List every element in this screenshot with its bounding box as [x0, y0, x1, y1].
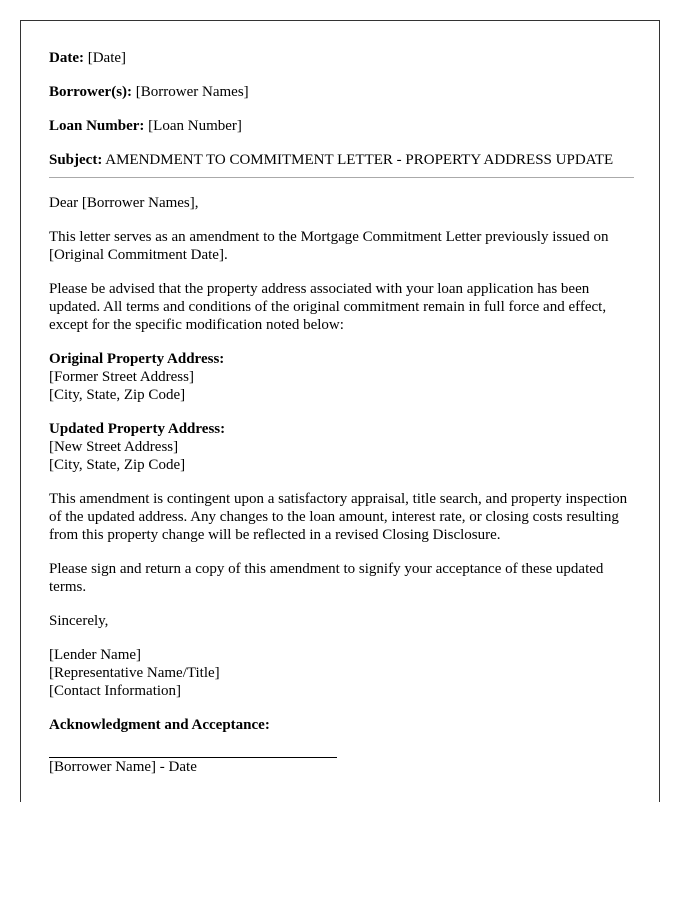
subject-value: AMENDMENT TO COMMITMENT LETTER - PROPERTY ADDRESS UPDATE — [105, 152, 614, 168]
loan-number-label: Loan Number: — [49, 118, 145, 134]
updated-address-city: [City, State, Zip Code] — [49, 457, 186, 473]
original-address-block — [49, 350, 634, 404]
paragraph-contingency: This amendment is contingent upon a satisfactory appraisal, title search, and property inspection of the updated address. Any changes to the loan amount, interest rate, or closing costs resulting from this property change will be reflected in a revised Closing Disclosure. — [49, 491, 628, 543]
acknowledgment-heading-text: Acknowledgment and Acceptance: — [49, 717, 270, 733]
subject-label: Subject: — [49, 152, 103, 168]
borrowers-value: [Borrower Names] — [135, 84, 249, 100]
date-value: [Date] — [87, 50, 127, 66]
closing: Sincerely, — [49, 613, 109, 629]
subject-line — [49, 151, 634, 169]
updated-address-heading: Updated Property Address: — [49, 421, 226, 437]
letter-content — [49, 49, 634, 776]
updated-address-block — [49, 420, 634, 474]
updated-address-street: [New Street Address] — [49, 439, 179, 455]
salutation: Dear [Borrower Names], — [49, 195, 199, 211]
borrower-signature-caption: [Borrower Name] - Date — [49, 759, 197, 775]
original-address-heading: Original Property Address: — [49, 351, 225, 367]
paragraph-address-update-notice: Please be advised that the property address associated with your loan application has been updated. All terms and conditions of the original commitment remain in full force and effect, except for the specific modification noted below: — [49, 281, 607, 333]
date-label: Date: — [49, 50, 84, 66]
borrowers-label: Borrower(s): — [49, 84, 133, 100]
representative-name: [Representative Name/Title] — [49, 665, 220, 681]
loan-number-line — [49, 117, 634, 135]
borrowers-line — [49, 83, 634, 101]
date-line — [49, 49, 634, 67]
lender-name: [Lender Name] — [49, 647, 142, 663]
signature-block — [49, 646, 634, 700]
header-divider — [49, 177, 634, 178]
borrower-signature-line — [49, 757, 337, 776]
paragraph-amendment-intro: This letter serves as an amendment to the Mortgage Commitment Letter previously issued on [Original Commitment Date]. — [49, 229, 609, 263]
original-address-street: [Former Street Address] — [49, 369, 194, 385]
original-address-city: [City, State, Zip Code] — [49, 387, 186, 403]
letter-page — [20, 20, 660, 802]
paragraph-sign-request: Please sign and return a copy of this amendment to signify your acceptance of these updated terms. — [49, 561, 604, 595]
contact-information: [Contact Information] — [49, 683, 182, 699]
acknowledgment-heading — [49, 716, 634, 734]
loan-number-value: [Loan Number] — [148, 118, 242, 134]
